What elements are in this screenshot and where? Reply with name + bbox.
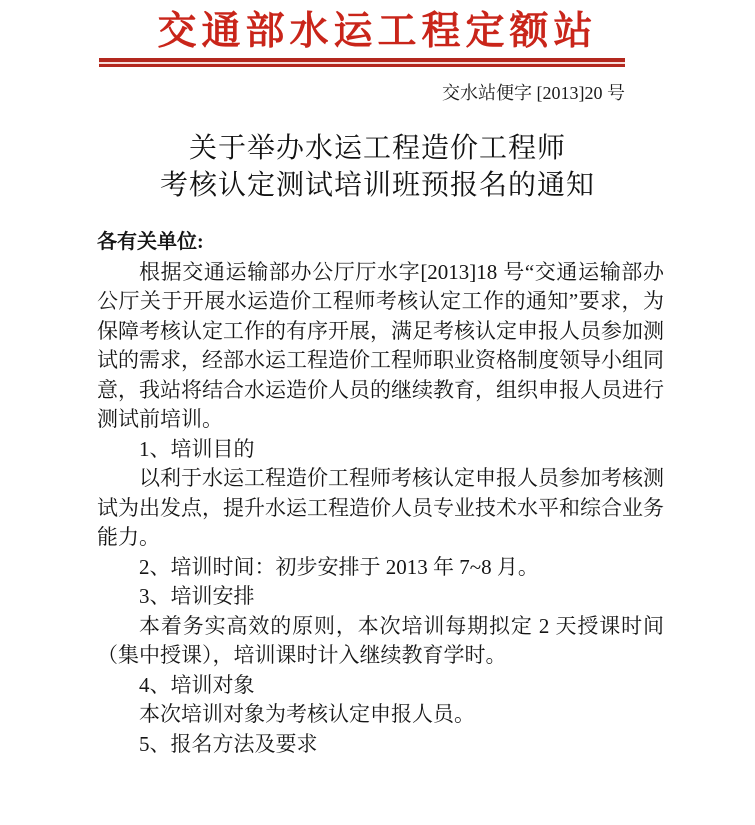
document-title-line1: 关于举办水运工程造价工程师 (188, 133, 566, 164)
document-title (0, 130, 755, 204)
section-heading-3: 3、培训安排 (139, 584, 255, 608)
document-title-line2: 考核认定测试培训班预报名的通知 (159, 170, 595, 201)
document-number: 交水站便字 [2013]20 号 (442, 83, 625, 103)
header-divider-rule (99, 58, 625, 67)
document-body (97, 228, 664, 759)
org-header-title: 交通部水运工程定额站 (157, 10, 598, 53)
section-heading-2: 2、培训时间：初步安排于 2013 年 7~8 月。 (139, 554, 539, 579)
section-heading-1: 1、培训目的 (139, 436, 255, 461)
section-heading-4: 4、培训对象 (139, 672, 255, 697)
paragraph-purpose: 以利于水运工程造价工程师考核认定申报人员参加考核测试为出发点，提升水运工程造价人员专业技术水平和综合业务能力。 (97, 466, 664, 549)
paragraph-audience: 本次培训对象为考核认定申报人员。 (139, 702, 475, 726)
salutation: 各有关单位: (97, 231, 204, 253)
paragraph-intro: 根据交通运输部办公厅厅水字[2013]18 号“交通运输部办公厅关于开展水运造价工程师考核认定工作的通知”要求，为保障考核认定工作的有序开展，满足考核认定申报人员参加测试的需求，经部水运工程造价工程师职业资格制度领导小组同意，我站将结合水运造价人员的继续教育，组织申报人员进行测试前培训。 (97, 259, 664, 431)
paragraph-arrangement: 本着务实高效的原则，本次培训每期拟定 2 天授课时间（集中授课），培训课时计入继续教育学时。 (97, 613, 664, 667)
section-heading-5: 5、报名方法及要求 (139, 731, 318, 756)
